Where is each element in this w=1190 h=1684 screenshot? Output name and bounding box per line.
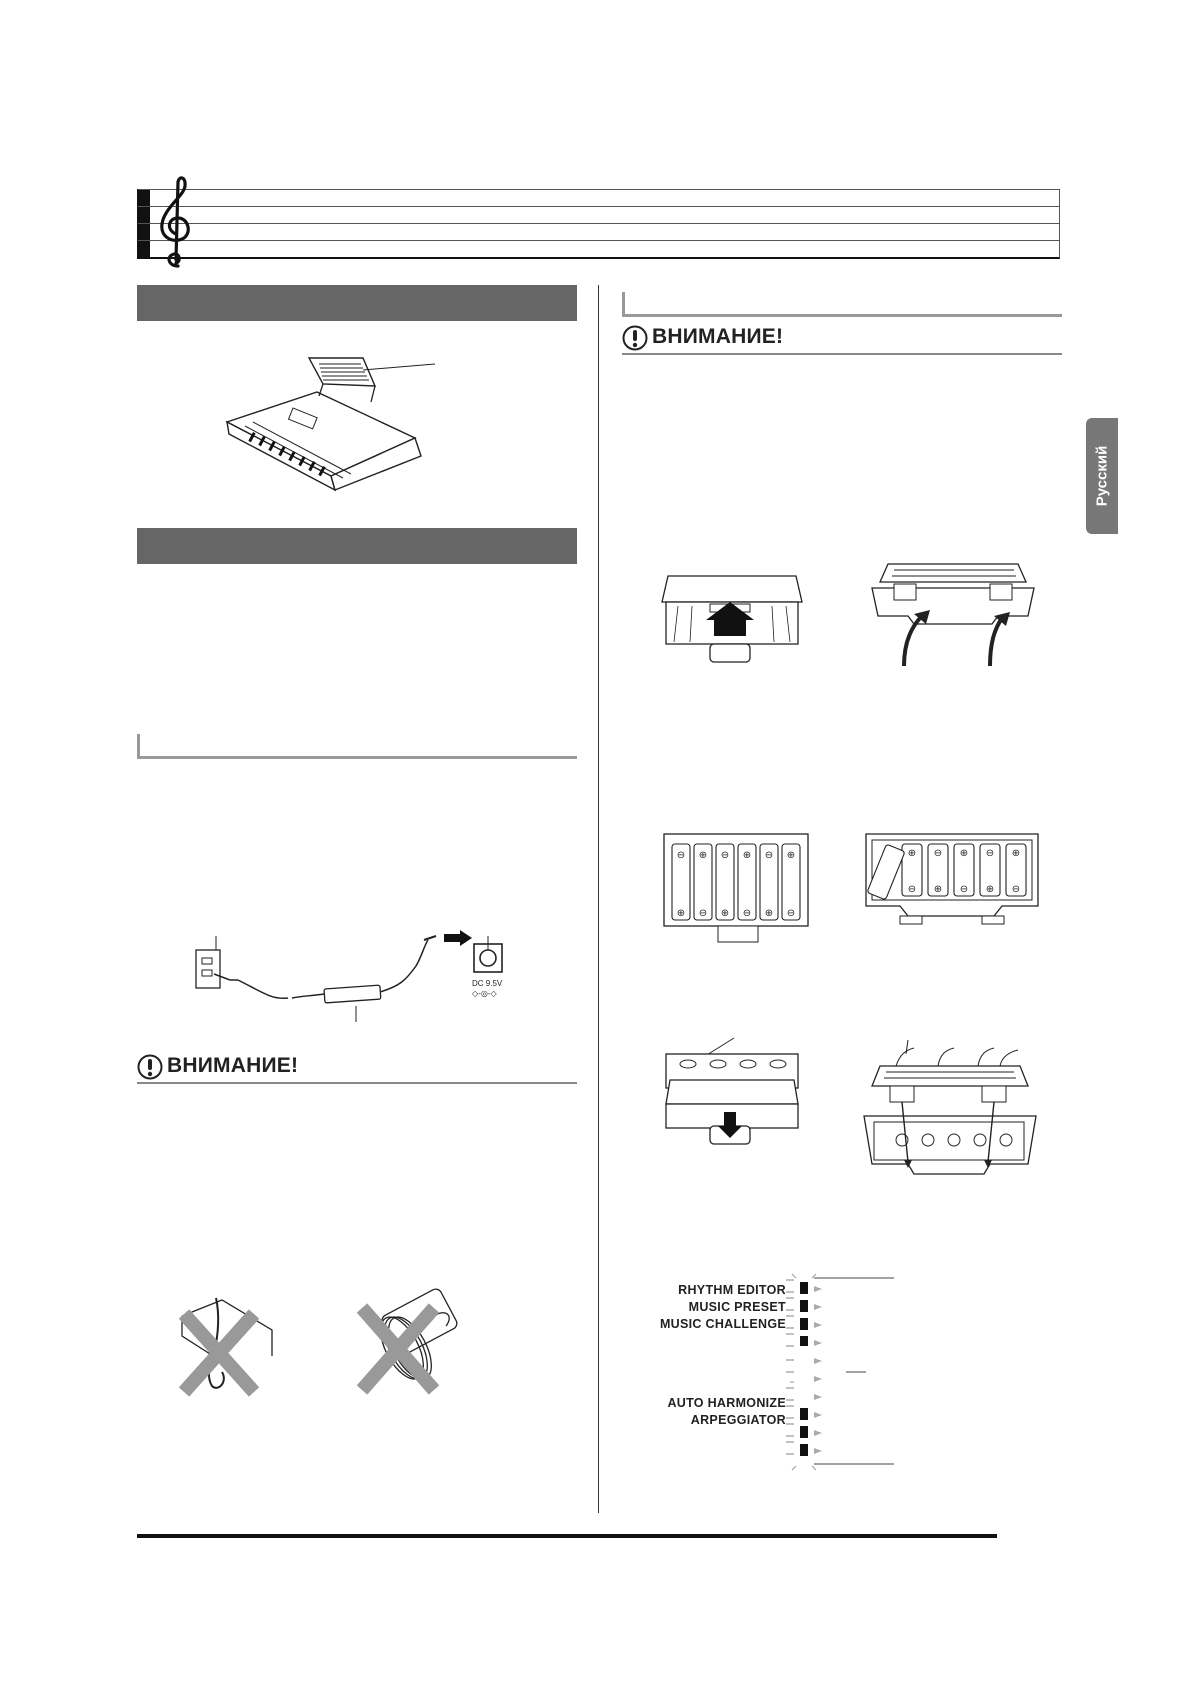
- column-divider: [598, 285, 599, 1513]
- section-bar-power: [137, 528, 577, 564]
- svg-text:⊕: ⊕: [933, 884, 943, 895]
- warning-label: ВНИМАНИЕ!: [167, 1054, 299, 1077]
- svg-text:⊖: ⊖: [720, 850, 730, 861]
- ac-adapter-illustration: [192, 926, 512, 1026]
- function-label-music-preset: MUSIC PRESET: [688, 1300, 786, 1314]
- svg-text:⊖: ⊖: [907, 884, 917, 895]
- cord-bend-prohibited-illustration: [172, 1296, 282, 1406]
- subsection-header-batteries: [622, 292, 1062, 317]
- svg-text:⊕: ⊕: [742, 850, 752, 861]
- section-bar-music-stand: [137, 285, 577, 321]
- function-label-music-challenge: MUSIC CHALLENGE: [659, 1317, 786, 1331]
- battery-cover-close-front-illustration: [662, 1036, 802, 1148]
- svg-text:⊖: ⊖: [959, 884, 969, 895]
- dc-voltage-label: DC 9.5V: [472, 979, 503, 988]
- svg-text:⊕: ⊕: [786, 850, 796, 861]
- keyboard-illustration: [225, 352, 445, 502]
- warning-header-left: [137, 1052, 577, 1084]
- battery-cover-open-top-illustration: [868, 560, 1038, 670]
- svg-text:⊖: ⊖: [698, 908, 708, 919]
- battery-cover-close-top-illustration: [860, 1036, 1040, 1186]
- svg-text:⊕: ⊕: [764, 908, 774, 919]
- svg-text:⊖: ⊖: [985, 848, 995, 859]
- svg-text:⊖: ⊖: [786, 908, 796, 919]
- svg-text:⊖: ⊖: [1011, 884, 1021, 895]
- battery-cover-open-front-illustration: [662, 566, 802, 676]
- footer-rule: [137, 1534, 997, 1538]
- cord-wrap-prohibited-illustration: [350, 1296, 460, 1406]
- function-label-arpeggiator: ARPEGGIATOR: [690, 1413, 786, 1427]
- staff-right-edge: [1059, 189, 1060, 258]
- staff-line: [138, 223, 1060, 224]
- staff-line: [138, 189, 1060, 190]
- warning-header-right: [622, 323, 1062, 355]
- treble-clef-icon: [154, 174, 198, 270]
- batteries-loaded-front-illustration: [662, 832, 810, 944]
- language-tab[interactable]: [1086, 418, 1118, 534]
- svg-text:⊕: ⊕: [720, 908, 730, 919]
- svg-text:⊖: ⊖: [742, 908, 752, 919]
- warning-icon: [622, 325, 648, 351]
- svg-text:⊖: ⊖: [933, 848, 943, 859]
- batteries-loaded-top-illustration: [862, 830, 1042, 940]
- keyboard-keys-diagram: [786, 1272, 896, 1482]
- warning-icon: [137, 1054, 163, 1080]
- function-label-auto-harmonize: AUTO HARMONIZE: [667, 1396, 786, 1410]
- svg-text:⊖: ⊖: [676, 850, 686, 861]
- svg-text:⊕: ⊕: [985, 884, 995, 895]
- subsection-header-adapter: [137, 734, 577, 759]
- svg-text:⊕: ⊕: [959, 848, 969, 859]
- svg-text:◇-◎-◇: ◇-◎-◇: [472, 989, 497, 998]
- staff-line: [138, 206, 1060, 207]
- svg-text:⊖: ⊖: [764, 850, 774, 861]
- warning-label: ВНИМАНИЕ!: [652, 325, 784, 348]
- staff-line-thick: [138, 257, 1060, 259]
- svg-text:⊕: ⊕: [907, 848, 917, 859]
- language-tab-label: Русский: [1093, 445, 1111, 507]
- svg-text:⊕: ⊕: [698, 850, 708, 861]
- function-label-rhythm-editor: RHYTHM EDITOR: [678, 1283, 786, 1297]
- staff-line: [138, 240, 1060, 241]
- svg-text:⊕: ⊕: [1011, 848, 1021, 859]
- header-bar-black: [137, 189, 150, 259]
- svg-text:⊕: ⊕: [676, 908, 686, 919]
